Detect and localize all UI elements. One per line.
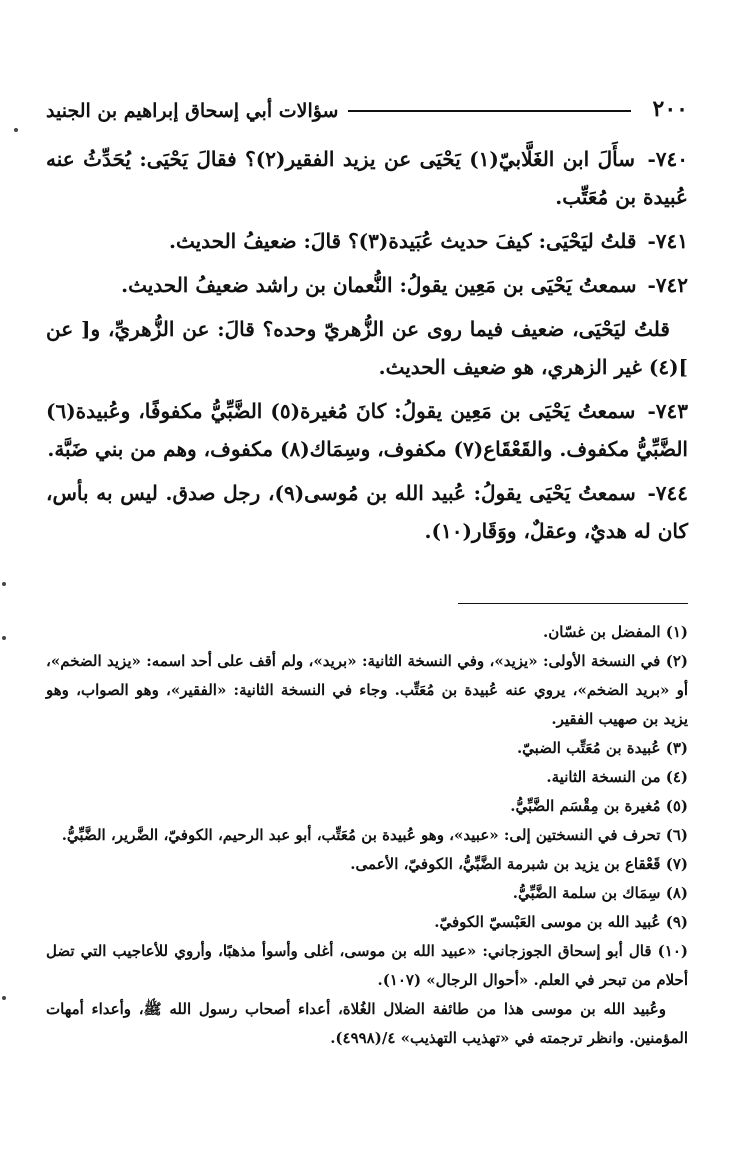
footnote-text: سِمَاك بن سلمة الضَّبِّيُّ. xyxy=(512,884,661,902)
footnote-number: (١) xyxy=(665,623,688,641)
entry-text: سأَلَ ابن الغَلَّابيّ(١) يَحْيَى عن يزيد الفقير(٢)؟ فقالَ يَحْيَى: يُحَدِّثُ عنه عُبيدة بن مُعَتِّب. xyxy=(46,147,688,209)
footnote-2 xyxy=(46,647,688,734)
entry-number: ٧٤٤- xyxy=(647,481,689,505)
footnote-text: في النسخة الأولى: «يزيد»، وفي النسخة الثانية: «بريد»، ولم أقف على أحد اسمه: «يزيد الضخم»، أو «بريد الضخم»، يروي عنه عُبيدة بن مُعَتِّب. وجاء في النسخة الثانية: «الفقير»، وهو الصواب، وهو يزيد بن صهيب الفقير. xyxy=(46,652,688,728)
scan-dot xyxy=(2,996,6,1000)
footnote-number: (١٠) xyxy=(657,942,689,960)
footnote-number: (٧) xyxy=(665,855,688,873)
entry-744 xyxy=(46,474,688,550)
entry-subtext: قلتُ ليَحْيَى، ضعيف فيما روى عن الزُّهريّ وحده؟ قالَ: عن الزُّهريِّ، و[ عن ](٤) غير الزهري، هو ضعيف الحديث. xyxy=(46,317,688,379)
footnote-text: المفضل بن غسّان. xyxy=(543,623,661,641)
footnote-number: (٤) xyxy=(665,768,688,786)
entry-743 xyxy=(46,392,688,468)
footnote-text: قال أبو إسحاق الجوزجاني: «عبيد الله بن موسى، أغلى وأسوأ مذهبًا، وأروي للأعاجيب التي تضل أحلام من تبحر في العلم. «أحوال الرجال» (١٠٧). xyxy=(46,942,688,989)
entry-number: ٧٤٣- xyxy=(647,399,688,423)
footnote-9 xyxy=(46,908,688,937)
entry-text: سمعتُ يَحْيَى بن مَعِين يقولُ: كانَ مُغيرة(٥) الضَّبِّيُّ مكفوفًا، وعُبيدة(٦) الضَّبِّيُّ مكفوف. والقَعْقَاع(٧) مكفوف، وسِمَاك(٨) مكفوف، وهم من بني ضَبَّة. xyxy=(46,399,688,461)
footnote-6 xyxy=(46,821,688,850)
footnote-7 xyxy=(46,850,688,879)
footnote-10 xyxy=(46,937,688,995)
entry-text: سمعتُ يَحْيَى بن مَعِين يقولُ: النُّعمان بن راشد ضعيفُ الحديث. xyxy=(121,273,637,297)
footnote-text: عُبيدة بن مُعَتِّب الضبيّ. xyxy=(516,739,661,757)
footnote-text: قَعْقاع بن يزيد بن شبرمة الضَّبِّيُّ، الكوفيّ، الأعمى. xyxy=(350,855,661,873)
footnote-text: مُغيرة بن مِقْسَم الضَّبِّيُّ. xyxy=(510,797,661,815)
page-number: ٢٠٠ xyxy=(652,96,688,122)
entry-text: سمعتُ يَحْيَى يقولُ: عُبيد الله بن مُوسى(٩)، رجل صدق. ليس به بأس، كان له هديٌ، وعقلٌ، ووَقَار(١٠). xyxy=(46,481,688,543)
footnote-1 xyxy=(46,618,688,647)
footnote-4 xyxy=(46,763,688,792)
footnote-10-continuation: وعُبيد الله بن موسى هذا من طائفة الضلال الغُلاة، أعداء أصحاب رسول الله ﷺ، وأعداء أمهات المؤمنين. وانظر ترجمته في «تهذيب التهذيب» ٤/(٤٩٩٨). xyxy=(46,1000,688,1047)
entry-number: ٧٤٢- xyxy=(647,273,688,297)
footnote-number: (٦) xyxy=(665,826,688,844)
footnote-number: (٨) xyxy=(665,884,688,902)
footnote-number: (٩) xyxy=(665,913,688,931)
running-header xyxy=(46,88,688,122)
footnote-text: عُبيد الله بن موسى العَبْسيّ الكوفيّ. xyxy=(434,913,661,931)
scan-dot xyxy=(2,636,6,640)
footnote-number: (٣) xyxy=(665,739,688,757)
entry-741 xyxy=(46,222,688,260)
footnote-5 xyxy=(46,792,688,821)
running-title: سؤالات أبي إسحاق إبراهيم بن الجنيد xyxy=(46,100,339,122)
header-rule xyxy=(348,110,630,112)
footnote-3 xyxy=(46,734,688,763)
footnote-text: تحرف في النسختين إلى: «عبيد»، وهو عُبيدة بن مُعَتِّب، أبو عبد الرحيم، الكوفيّ، الضَّرير، الضَّبِّيُّ. xyxy=(61,826,661,844)
entry-742 xyxy=(46,266,688,386)
entry-number: ٧٤١- xyxy=(647,229,688,253)
main-text xyxy=(46,140,688,556)
footnote-separator xyxy=(458,603,688,604)
scan-dot xyxy=(2,582,6,586)
footnotes xyxy=(46,618,688,1053)
entry-text: قلتُ ليَحْيَى: كيفَ حديث عُبَيدة(٣)؟ قالَ: ضعيفُ الحديث. xyxy=(169,229,637,253)
footnote-text: من النسخة الثانية. xyxy=(546,768,661,786)
footnote-8 xyxy=(46,879,688,908)
footnote-number: (٥) xyxy=(665,797,688,815)
entry-740 xyxy=(46,140,688,216)
entry-number: ٧٤٠- xyxy=(647,147,688,171)
footnote-number: (٢) xyxy=(665,652,688,670)
scan-dot xyxy=(14,128,18,132)
